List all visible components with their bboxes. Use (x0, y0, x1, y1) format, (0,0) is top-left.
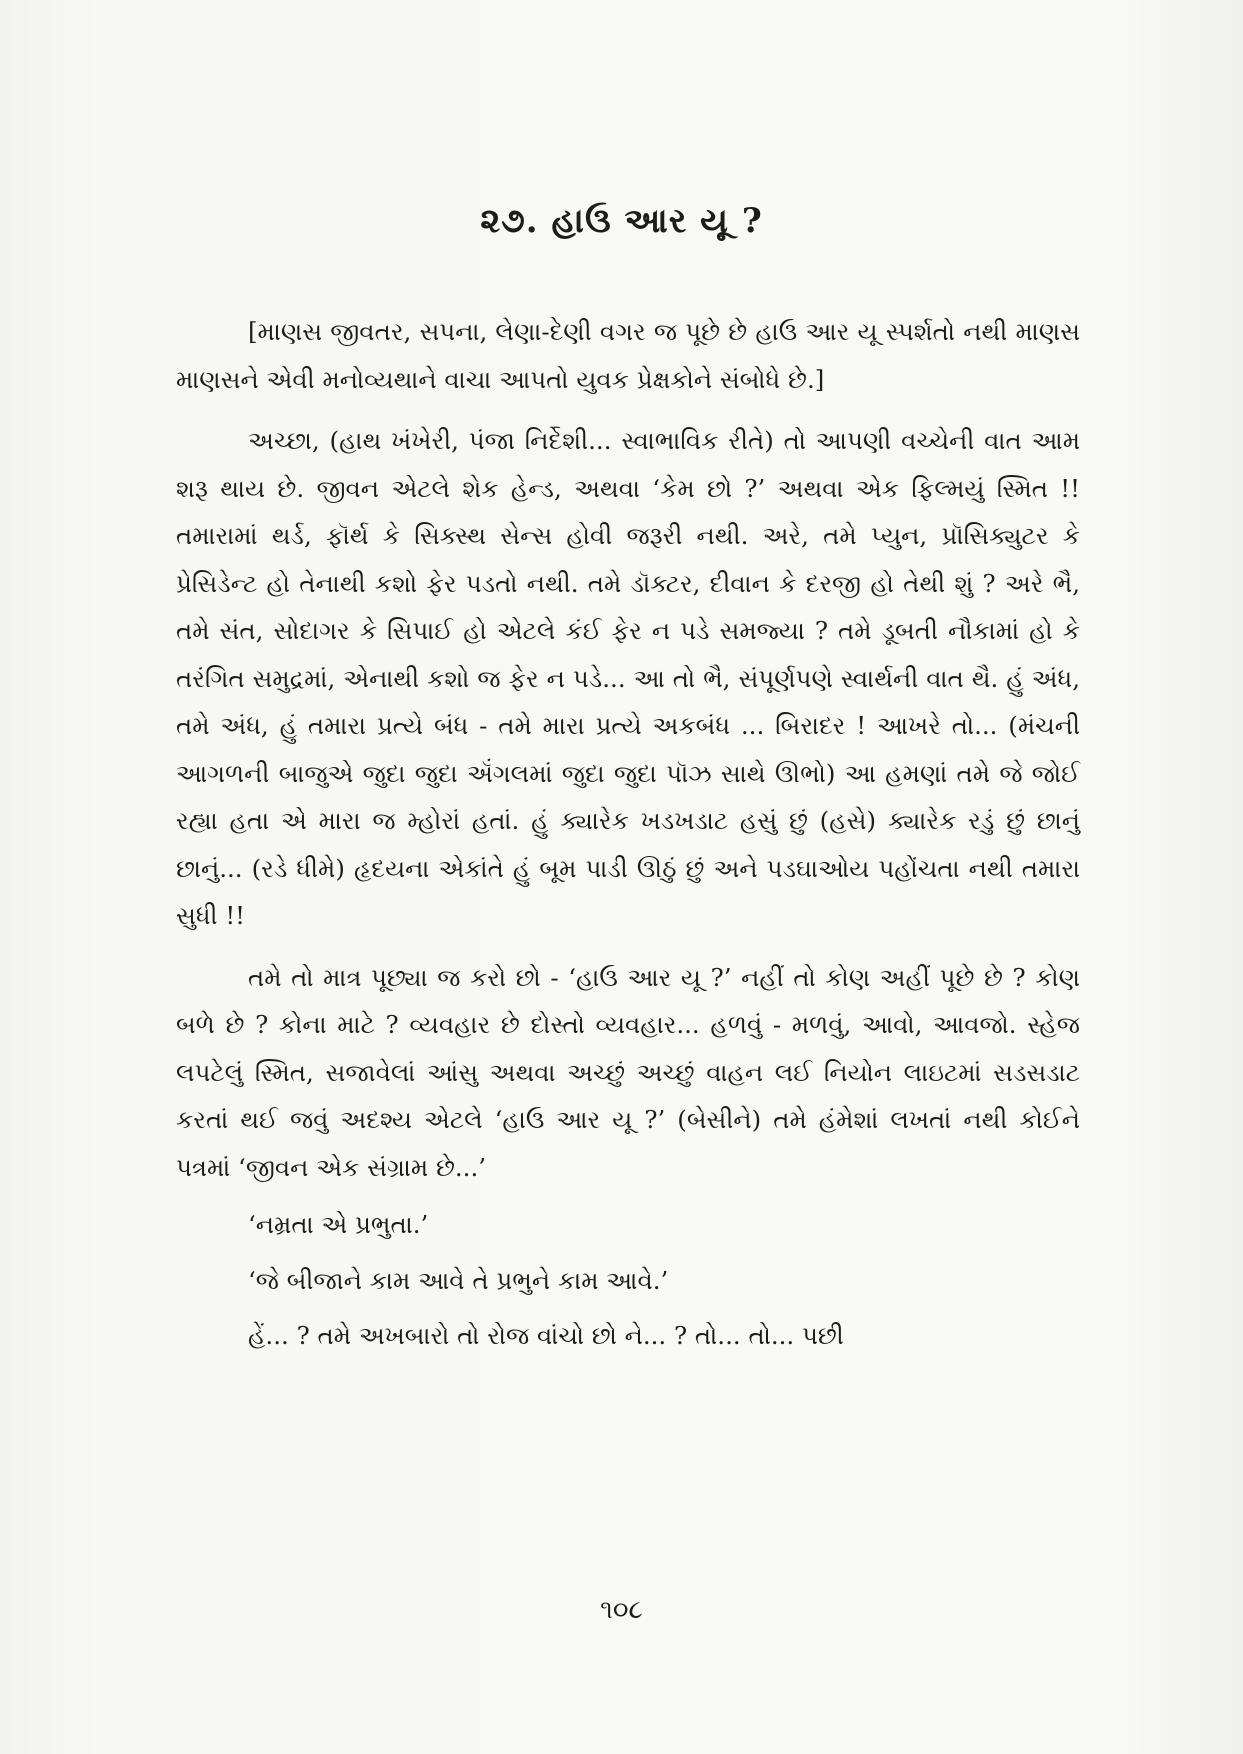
stage-direction-intro: [માણસ જીવતર, સપના, લેણા-દેણી વગર જ પૂછે છે હાઉ આર યૂ સ્પર્શતો નથી માણસ માણસને એવી મનોવ્યથાને વાચા આપતો યુવક પ્રેક્ષકોને સંબોધે છે.] (176, 317, 1080, 394)
quote-humility: ‘નમ્રતા એ પ્રભુતા.’ (248, 1210, 429, 1239)
quote-service: ‘જે બીજાને કામ આવે તે પ્રભુને કામ આવે.’ (248, 1265, 669, 1295)
chapter-title: ૨૭. હાઉ આર યૂ ? (480, 201, 763, 241)
page-body (176, 308, 1080, 1360)
page-number: ૧૦૮ (600, 1595, 643, 1625)
paragraph-1: અચ્છા, (હાથ ખંખેરી, પંજા નિર્દેશી... સ્વાભાવિક રીતે) તો આપણી વચ્ચેની વાત આમ શરૂ થાય છે. જીવન એટલે શેક હેન્ડ, અથવા ‘કેમ છો ?’ અથવા એક ફિલ્મયું સ્મિત !! તમારામાં થર્ડ, ફૉર્થ કે સિક્સ્થ સેન્સ હોવી જરૂરી નથી. અરે, તમે પ્યુન, પ્રૉસિક્યુટર કે પ્રેસિડેન્ટ હો તેનાથી કશો ફેર પડતો નથી. તમે ડૉક્ટર, દીવાન કે દરજી હો તેથી શું ? અરે ભૈ, તમે સંત, સોદાગર કે સિપાઈ હો એટલે કંઈ ફેર ન પડે સમજ્યા ? તમે ડૂબતી નૌકામાં હો કે તરંગિત સમુદ્રમાં, એનાથી કશો જ ફેર ન પડે... આ તો ભૈ, સંપૂર્ણપણે સ્વાર્થની વાત થૈ. હું અંધ, તમે અંધ, હું તમારા પ્રત્યે બંધ - તમે મારા પ્રત્યે અકબંધ ... બિરાદર ! આખરે તો... (મંચની આગળની બાજુએ જુદા જુદા ઍંગલમાં જુદા જુદા પૉઝ સાથે ઊભો) આ હમણાં તમે જે જોઈ રહ્યા હતા એ મારા જ મ્હોરાં હતાં. હું ક્યારેક ખડખડાટ હસું છું (હસે) ક્યારેક રડું છું છાનું છાનું... (રડે ધીમે) હૃદયના એકાંતે હું બૂમ પાડી ઊઠું છું અને પડઘાઓય પહોંચતા નથી તમારા સુધી !! (176, 426, 1080, 930)
paragraph-3: હેં... ? તમે અખબારો તો રોજ વાંચો છો ને... ? તો... તો... પછી (248, 1321, 844, 1350)
paragraph-2: તમે તો માત્ર પૂછ્યા જ કરો છો - ‘હાઉ આર યૂ ?’ નહીં તો કોણ અહીં પૂછે છે ? કોણ બળે છે ? કોના માટે ? વ્યવહાર છે દોસ્તો વ્યવહાર... હળવું - મળવું, આવો, આવજો. સ્હેજ લપટેલું સ્મિત, સજાવેલાં આંસુ અથવા અચ્છું અચ્છું વાહન લઈ નિયોન લાઇટમાં સડસડાટ કરતાં થઈ જવું અદશ્ય એટલે ‘હાઉ આર યૂ ?’ (બેસીને) તમે હંમેશાં લખતાં નથી કોઈને પત્રમાં ‘જીવન એક સંગ્રામ છે...’ (176, 962, 1080, 1182)
